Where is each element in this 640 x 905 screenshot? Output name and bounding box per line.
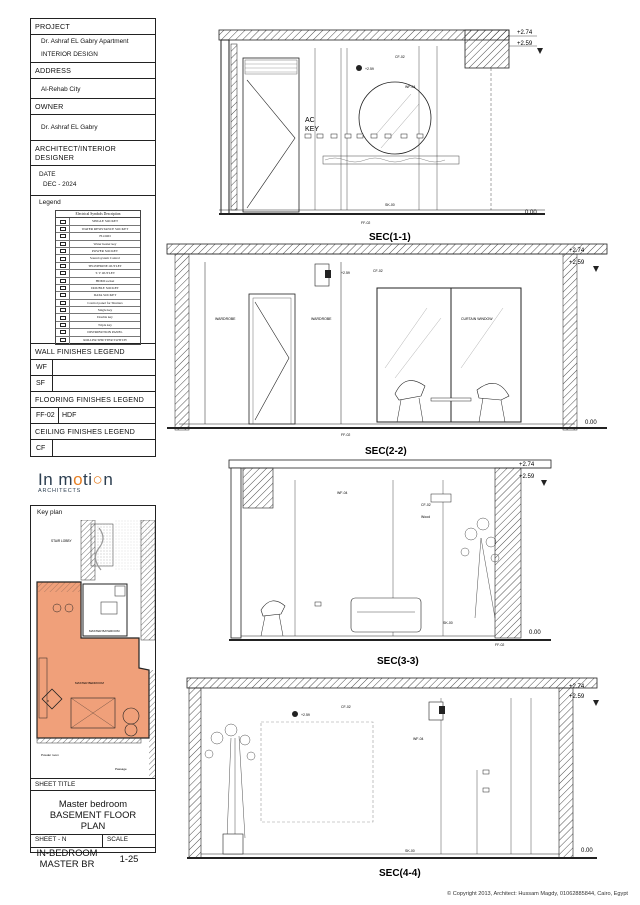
ac-key-label: AC: [305, 117, 315, 124]
legend-text: WATER RESISTANCE SOCKET: [81, 226, 129, 231]
ceiling-finish-row: CF: [31, 440, 155, 456]
legend-symbol-icon: [56, 270, 70, 276]
section-2-2: [167, 244, 607, 457]
section-label: SEC(2-2): [365, 446, 407, 457]
sheet-title: Master bedroom BASEMENT FLOOR PLAN: [49, 798, 137, 831]
wardrobe-label: WARDROBE: [215, 317, 236, 321]
section-3-3: [229, 460, 551, 667]
legend-symbol-icon: [56, 329, 70, 335]
scale-label: SCALE: [107, 836, 128, 843]
svg-text:WF-04: WF-04: [405, 85, 416, 89]
level-marker: +2.74: [569, 248, 585, 254]
company-logo: In moti○n ARCHITECTS: [38, 470, 158, 500]
legend-row: [56, 218, 140, 225]
level-marker: +2.59: [569, 260, 585, 266]
project-type: INTERIOR DESIGN: [41, 50, 98, 58]
legend-text: TELEPHONE OUTLET: [88, 263, 122, 268]
legend-row: [56, 278, 140, 285]
legend-row: [56, 307, 140, 314]
key-plan-room-label: MASTER BEDROOM: [75, 681, 104, 685]
svg-text:X: X: [47, 699, 50, 703]
address-label: ADDRESS: [31, 63, 155, 79]
legend-text: Triple key: [98, 322, 112, 327]
legend-row: [56, 292, 140, 299]
key-plan-room-label: Powder room: [41, 753, 59, 757]
key-plan-room-label: STAIR LOBBY: [51, 539, 72, 543]
level-marker: +2.74: [517, 30, 533, 36]
svg-text:SK-00: SK-00: [443, 621, 453, 625]
legend-row: [56, 337, 140, 344]
legend-row: [56, 263, 140, 270]
date-label: DATE: [39, 171, 56, 179]
legend-text: T. V OUTLET: [95, 271, 115, 276]
section-label: SEC(3-3): [377, 656, 419, 667]
legend-text: DOUBLE SOCKET: [91, 285, 119, 290]
legend-label: Legend: [39, 199, 61, 207]
flooring-finishes-label: FLOORING FINISHES LEGEND: [31, 392, 155, 408]
level-marker: 0.00: [585, 420, 597, 426]
legend-row: [56, 270, 140, 277]
copyright-footer: © Copyright 2013, Architect: Hussam Magdy, 01062885844, Cairo, Egypt: [447, 891, 628, 897]
svg-text:CF-02: CF-02: [341, 705, 351, 709]
svg-text:CF-02: CF-02: [421, 503, 431, 507]
svg-text:WF-04: WF-04: [337, 491, 348, 495]
legend-text: POWER SOCKET: [92, 248, 118, 253]
legend-row: [56, 300, 140, 307]
legend-text: DISTRIBUTION PANEL: [87, 330, 123, 335]
legend-symbol-icon: [56, 337, 70, 344]
project-name: Dr. Ashraf EL Gabry Apartment: [41, 38, 129, 45]
title-block: [30, 18, 156, 457]
legend-text: Sound system Control: [89, 256, 121, 261]
date-value: DEC - 2024: [43, 181, 77, 189]
architect-label: ARCHITECT/INTERIOR DESIGNER: [31, 141, 155, 166]
sheet-n-label: SHEET - N: [31, 835, 103, 847]
address-value: Al-Rehab City: [41, 86, 81, 94]
level-marker: +2.59: [519, 474, 535, 480]
owner-label: OWNER: [31, 99, 155, 115]
legend-symbol-icon: [56, 307, 70, 313]
section-1-1: [219, 30, 545, 243]
legend-symbol-icon: [56, 226, 70, 232]
key-plan-room-label: MASTER BATHROOM: [89, 629, 120, 633]
svg-text:WF-04: WF-04: [413, 737, 424, 741]
legend-row: [56, 314, 140, 321]
scale-value: 1-25: [119, 853, 139, 864]
level-marker: 0.00: [581, 848, 593, 854]
electrical-legend: [31, 196, 155, 344]
legend-symbol-icon: [56, 292, 70, 298]
legend-text: Double key: [97, 315, 113, 320]
svg-text:WARDROBE: WARDROBE: [311, 317, 332, 321]
legend-symbol-icon: [56, 322, 70, 328]
legend-text: Control panel for Shutters: [87, 300, 123, 305]
key-plan-label: Key plan: [37, 509, 63, 516]
svg-text:CF-02: CF-02: [373, 269, 383, 273]
svg-text:+2.59: +2.59: [365, 67, 374, 71]
wall-finish-row: SF: [31, 376, 155, 392]
legend-row: [56, 255, 140, 262]
legend-symbol-icon: [56, 263, 70, 269]
key-plan-panel: [30, 505, 156, 853]
legend-row: [56, 233, 140, 240]
level-marker: 0.00: [529, 630, 541, 636]
svg-text:FF-02: FF-02: [341, 433, 351, 437]
level-marker: +2.74: [569, 684, 585, 690]
legend-symbol-icon: [56, 300, 70, 306]
legend-symbol-icon: [56, 241, 70, 247]
ceiling-finishes-label: CEILING FINISHES LEGEND: [31, 424, 155, 440]
legend-row: [56, 329, 140, 336]
legend-text: DATA SOCKET: [93, 293, 117, 298]
section-label: SEC(1-1): [369, 232, 411, 243]
svg-text:FF-02: FF-02: [361, 221, 371, 225]
legend-text: ROLLER SHUTTER SWITCH: [83, 337, 127, 342]
wall-finishes-label: WALL FINISHES LEGEND: [31, 344, 155, 360]
legend-table: [55, 210, 141, 345]
logo-subtitle: ARCHITECTS: [38, 488, 82, 494]
legend-row: [56, 241, 140, 248]
legend-table-title: Electrical Symbols Description: [56, 211, 140, 218]
legend-symbol-icon: [56, 255, 70, 261]
level-marker: +2.59: [569, 694, 585, 700]
legend-row: [56, 226, 140, 233]
legend-symbol-icon: [56, 314, 70, 320]
legend-row: [56, 285, 140, 292]
legend-text: FLOOD: [99, 234, 111, 239]
sheet-n-value: IN-BEDROOM: [36, 847, 98, 858]
svg-text:CF-02: CF-02: [395, 55, 405, 59]
section-label: SEC(4-4): [379, 868, 421, 879]
legend-symbol-icon: [56, 285, 70, 291]
flooring-finish-row: FF-02 HDF: [31, 408, 155, 424]
legend-text: HDMI socket: [95, 278, 115, 283]
legend-symbol-icon: [56, 218, 70, 224]
legend-text: SINGLE SOCKET: [91, 219, 119, 224]
wood-label: Wood: [421, 515, 431, 519]
key-plan-drawing: [31, 520, 155, 778]
wall-finish-row: WF: [31, 360, 155, 376]
legend-symbol-icon: [56, 248, 70, 254]
key-plan-room-label: Passage: [115, 767, 127, 771]
svg-text:+2.59: +2.59: [301, 713, 310, 717]
legend-row: [56, 248, 140, 255]
level-marker: 0.00: [525, 210, 537, 216]
section-4-4: [187, 678, 599, 879]
level-marker: +2.74: [519, 462, 535, 468]
curtain-label: CURTAIN WINDOW: [461, 317, 493, 321]
legend-row: [56, 322, 140, 329]
sections-sheet: [165, 18, 637, 898]
svg-text:KEY: KEY: [305, 126, 320, 133]
svg-text:SK-00: SK-00: [385, 203, 395, 207]
owner-value: Dr. Ashraf EL Gabry: [41, 124, 98, 132]
svg-text:+2.59: +2.59: [341, 271, 350, 275]
legend-symbol-icon: [56, 233, 70, 239]
legend-symbol-icon: [56, 278, 70, 284]
level-marker: +2.59: [517, 41, 533, 47]
sheet-values: IN-BEDROOM MASTER BR 1-25: [31, 853, 155, 875]
sheet-title-label: SHEET TITLE: [31, 778, 155, 791]
legend-text: Single key: [97, 308, 113, 313]
svg-text:SK-00: SK-00: [405, 849, 415, 853]
project-label: PROJECT: [31, 19, 155, 35]
svg-text:FF-02: FF-02: [495, 643, 505, 647]
legend-text: Water heater key: [93, 241, 117, 246]
